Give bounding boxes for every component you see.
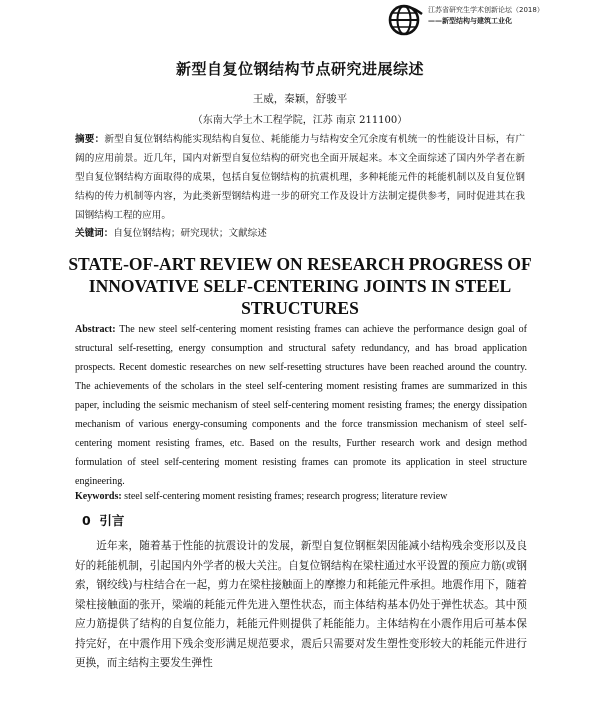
conference-header xyxy=(428,5,544,27)
english-abstract-label: Abstract: xyxy=(75,324,116,335)
conference-name: 江苏省研究生学术创新论坛（2018） xyxy=(428,6,544,14)
chinese-authors: 王威，秦颖，舒骏平 xyxy=(252,93,348,105)
chinese-abstract-text: 新型自复位钢结构能实现结构自复位、耗能能力与结构安全冗余度有机统一的性能设计目标，有广阔的应用前景。近几年，国内对新型自复位结构的研究也全面开展起来。本文全面综述了国内外学者在新型自复位钢结构方面取得的成果，包括自复位钢结构的抗震机理，多种耗能元件的耗能机制以及自复位钢结构的传力机制等内容，为此类新型钢结构进一步的研究工作及设计方法制定提供参考，同时促进其在我国钢结构工程的应用。 xyxy=(75,134,526,221)
introduction-paragraph: 近年来，随着基于性能的抗震设计的发展，新型自复位钢框架因能减小结构残余变形以及良好的耗能机制，引起国内外学者的极大关注。自复位钢结构在梁柱通过水平设置的预应力筋(或钢索，钢绞线)与柱结合在一起，剪力在梁柱接触面上的摩擦力和耗能元件承担。地震作用下，随着梁柱接触面的张开，梁端的耗能元件先进入塑性状态，而主体结构基本仍处于弹性状态。其中预应力筋提供了结构的自复位能力，耗能元件则提供了耗能能力。主体结构在小震作用后可基本保持完好，在中震作用下残余变形满足规范要求，震后只需要对发生塑性变形较大的耗能元件进行更换，而主结构主要发生弹性 xyxy=(75,540,527,669)
section-number: 0 xyxy=(82,513,91,528)
section-title: 引言 xyxy=(99,513,125,528)
english-title: STATE-OF-ART REVIEW ON RESEARCH PROGRESS OF INNOVATIVE SELF-CENTERING JOINTS IN STEEL STRUCTURES xyxy=(68,254,532,318)
globe-icon xyxy=(386,2,426,38)
chinese-keywords-text: 自复位钢结构；研究现状；文献综述 xyxy=(113,228,267,239)
english-abstract xyxy=(75,320,527,491)
chinese-title: 新型自复位钢结构节点研究进展综述 xyxy=(175,60,424,78)
chinese-affiliation: （东南大学土木工程学院，江苏 南京 211100） xyxy=(192,115,408,126)
chinese-abstract-label: 摘要： xyxy=(75,134,105,145)
chinese-abstract xyxy=(75,130,525,225)
english-keywords-label: Keywords: xyxy=(75,491,122,502)
conference-subtitle: ——新型结构与建筑工业化 xyxy=(428,17,512,25)
english-keywords xyxy=(75,490,527,504)
english-abstract-text: The new steel self-centering moment resisting frames can achieve the performance design goal of structural self-resetting, energy consumption and structural safety redundancy, and has broad application prospects. Recent domestic researches on new self-resetting structures have been reached around the country. The achievements of the scholars in the steel self-centering moment resisting frames are summarized in this paper, including the seismic mechanism of steel self-centering moment resisting frames; the energy dissipation mechanism of various energy-consuming components and the force transmission mechanism of steel self-centering moment resisting frames, etc. Based on the results, Further research work and design method formulation of steel self-centering moment resisting frames can promote its application in steel structure engineering. xyxy=(75,324,527,487)
chinese-keywords xyxy=(75,227,525,241)
chinese-keywords-label: 关键词： xyxy=(75,228,114,239)
english-keywords-text: steel self-centering moment resisting frames; research progress; literature review xyxy=(124,491,448,502)
section-heading xyxy=(82,511,124,529)
